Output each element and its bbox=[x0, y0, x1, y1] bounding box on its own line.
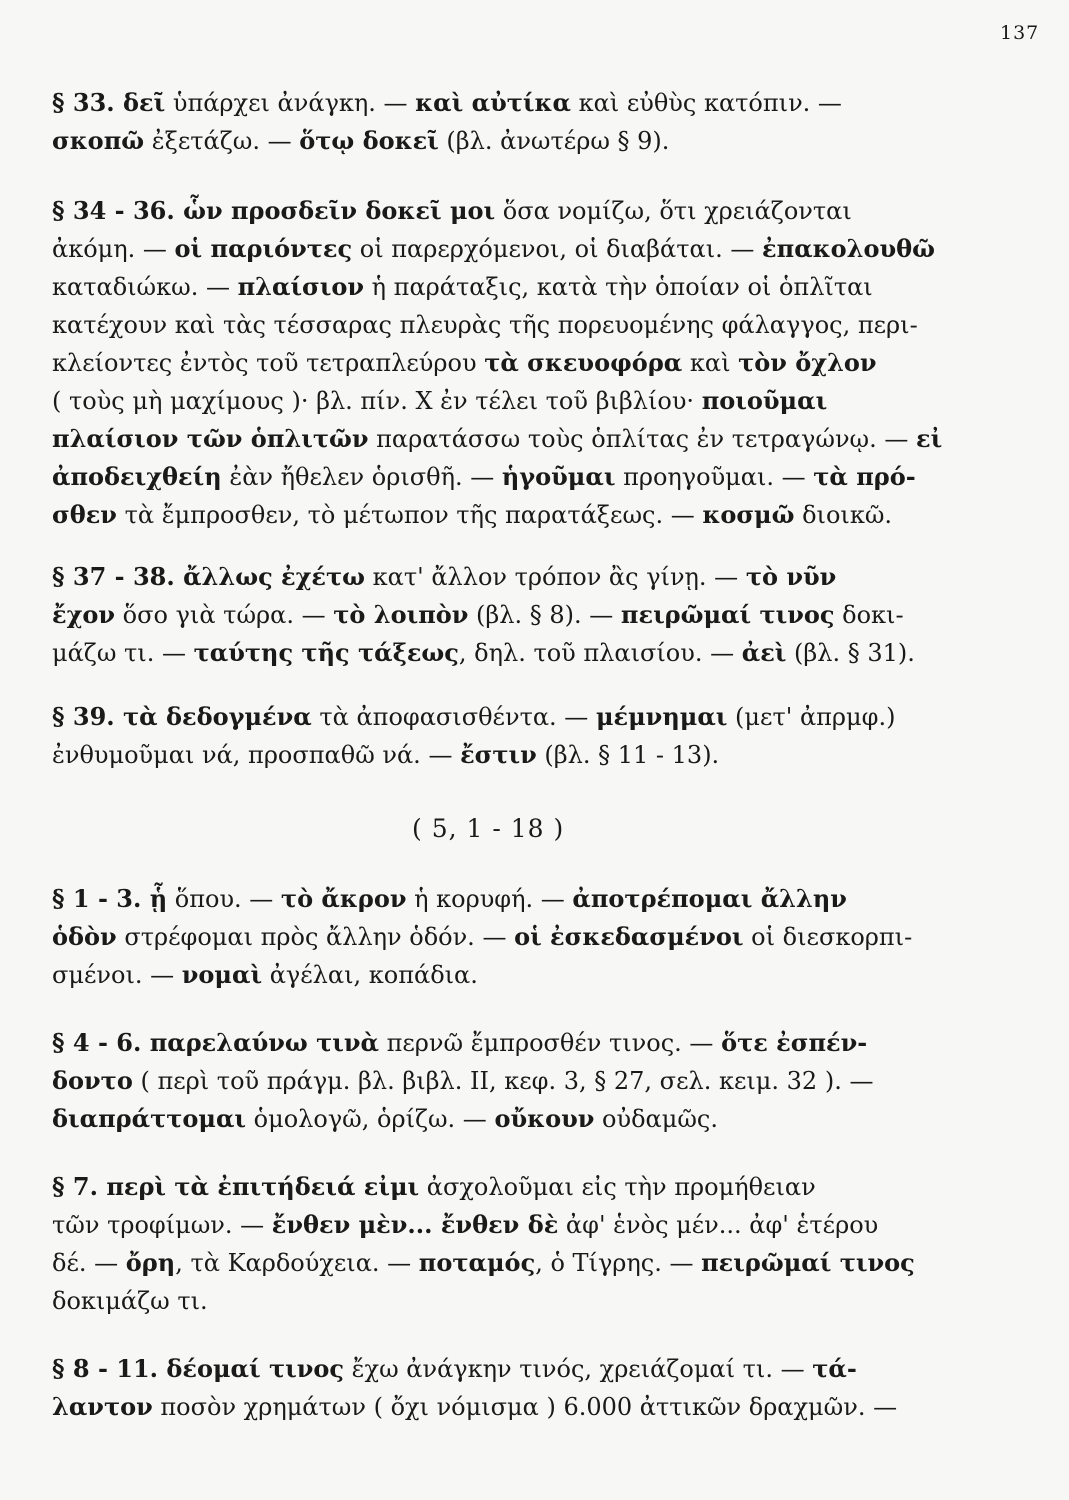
lemma-term: ὅτε ἐσπέν- bbox=[721, 1028, 868, 1057]
lemma-term: τὰ πρό- bbox=[813, 462, 916, 491]
lemma-term: ὅτῳ δοκεῖ bbox=[299, 126, 439, 155]
gloss-text: δέ. — bbox=[52, 1249, 126, 1277]
text-line bbox=[52, 420, 942, 458]
lemma-term: ὁδὸν bbox=[52, 922, 117, 951]
text-line bbox=[52, 596, 942, 634]
gloss-text: προηγοῦμαι. — bbox=[615, 463, 814, 491]
gloss-text: περνῶ ἔμπροσθέν τινος. — bbox=[378, 1029, 722, 1057]
lemma-term: σκοπῶ bbox=[52, 126, 145, 155]
lemma-term: ἔνθεν μὲν... ἔνθεν δὲ bbox=[271, 1210, 559, 1239]
text-line bbox=[52, 344, 942, 382]
lemma-term: ποταμός bbox=[418, 1248, 536, 1277]
text-line bbox=[52, 496, 942, 534]
gloss-text: ἐνθυμοῦμαι νά, προσπαθῶ νά. — bbox=[52, 741, 461, 769]
gloss-text: (βλ. § 8). — bbox=[468, 601, 621, 629]
gloss-text: ἀφ' ἑνὸς μέν... ἀφ' ἑτέρου bbox=[558, 1211, 879, 1239]
gloss-text: ὑπάρχει ἀνάγκη. — bbox=[165, 89, 416, 117]
lemma-term: § 37 - 38. ἄλλως ἐχέτω bbox=[52, 562, 365, 591]
lemma-term: § 33. δεῖ bbox=[52, 88, 166, 117]
lemma-term: σθεν bbox=[52, 500, 117, 529]
lemma-term: ταύτης τῆς τάξεως bbox=[193, 638, 459, 667]
gloss-text: , δηλ. τοῦ πλαισίου. — bbox=[458, 639, 742, 667]
lemma-term: λαντον bbox=[52, 1392, 153, 1421]
gloss-text: ἐὰν ἤθελεν ὁρισθῆ. — bbox=[221, 463, 502, 491]
gloss-text: καὶ εὐθὺς κατόπιν. — bbox=[570, 89, 842, 117]
lemma-term: § 8 - 11. δέομαί τινος bbox=[52, 1354, 345, 1383]
lemma-term: § 34 - 36. ὧν προσδεῖν δοκεῖ μοι bbox=[52, 196, 496, 225]
lemma-term: οἱ ἐσκεδασμένοι bbox=[514, 922, 744, 951]
gloss-text: ποσὸν χρημάτων ( ὄχι νόμισμα ) 6.000 ἀττικῶν δραχμῶν. — bbox=[152, 1393, 898, 1421]
lemma-term: ἐπακολουθῶ bbox=[762, 234, 936, 263]
lemma-term: ἀεὶ bbox=[741, 638, 787, 667]
gloss-text: δοκι- bbox=[834, 601, 904, 629]
lemma-term: πειρῶμαί τινος bbox=[620, 600, 835, 629]
gloss-text: κατέχουν καὶ τὰς τέσσαρας πλευρὰς τῆς πορευομένης φάλαγγος, περι- bbox=[52, 311, 918, 339]
lemma-term: κοσμῶ bbox=[702, 500, 795, 529]
gloss-text: διοικῶ. bbox=[794, 501, 893, 529]
paragraph-s4 bbox=[52, 1024, 942, 1138]
gloss-text: τὰ ἀποφασισθέντα. — bbox=[311, 703, 596, 731]
text-line bbox=[52, 558, 942, 596]
text-line bbox=[52, 1350, 942, 1388]
gloss-text: ἀκόμη. — bbox=[52, 235, 175, 263]
gloss-text: δοκιμάζω τι. bbox=[52, 1287, 208, 1315]
gloss-text: ἀσχολοῦμαι εἰς τὴν προμήθειαν bbox=[419, 1173, 816, 1201]
text-line bbox=[52, 268, 942, 306]
lemma-term: τὸν ὄχλον bbox=[738, 348, 877, 377]
lemma-term: ἡγοῦμαι bbox=[501, 462, 616, 491]
paragraph-s8 bbox=[52, 1350, 942, 1426]
lemma-term: § 4 - 6. παρελαύνω τινὰ bbox=[52, 1028, 379, 1057]
gloss-text: κλείοντες ἐντὸς τοῦ τετραπλεύρου bbox=[52, 349, 485, 377]
lemma-term: εἰ bbox=[916, 424, 943, 453]
gloss-text: παρατάσσω τοὺς ὁπλίτας ἐν τετραγώνῳ. — bbox=[368, 425, 917, 453]
lemma-term: ὄρη bbox=[125, 1248, 176, 1277]
text-line bbox=[52, 736, 942, 774]
gloss-text: ( τοὺς μὴ μαχίμους )· βλ. πίν. X ἐν τέλει τοῦ βιβλίου· bbox=[52, 387, 702, 415]
text-line bbox=[52, 1024, 942, 1062]
gloss-text: τῶν τροφίμων. — bbox=[52, 1211, 272, 1239]
lemma-term: τά- bbox=[812, 1354, 857, 1383]
gloss-text: σμένοι. — bbox=[52, 961, 182, 989]
gloss-text: ὅσα νομίζω, ὅτι χρειάζονται bbox=[495, 197, 852, 225]
text-line bbox=[52, 122, 942, 160]
gloss-text: ἐξετάζω. — bbox=[144, 127, 300, 155]
text-line bbox=[52, 84, 942, 122]
gloss-text: (βλ. ἀνωτέρω § 9). bbox=[438, 127, 670, 155]
gloss-text: μάζω τι. — bbox=[52, 639, 194, 667]
lemma-term: τὸ λοιπὸν bbox=[333, 600, 469, 629]
lemma-term: νομαὶ bbox=[181, 960, 263, 989]
paragraph-s34 bbox=[52, 192, 942, 534]
lemma-term: ποιοῦμαι bbox=[701, 386, 828, 415]
lemma-term: ἔστιν bbox=[460, 740, 537, 769]
text-line bbox=[52, 1244, 942, 1282]
gloss-text: (μετ' ἀπρμφ.) bbox=[727, 703, 896, 731]
lemma-term: οὔκουν bbox=[494, 1104, 595, 1133]
lemma-term: πλαίσιον bbox=[237, 272, 365, 301]
text-line bbox=[52, 880, 942, 918]
lemma-term: καὶ αὐτίκα bbox=[415, 88, 571, 117]
gloss-text: , ὁ Τίγρης. — bbox=[535, 1249, 702, 1277]
paragraph-s1 bbox=[52, 880, 942, 994]
lemma-term: δοντο bbox=[52, 1066, 133, 1095]
gloss-text: καὶ bbox=[682, 349, 739, 377]
lemma-term: ἀποτρέπομαι ἄλλην bbox=[572, 884, 847, 913]
gloss-text: (βλ. § 11 - 13). bbox=[536, 741, 720, 769]
gloss-text: ἔχω ἀνάγκην τινός, χρειάζομαί τι. — bbox=[344, 1355, 813, 1383]
lemma-term: διαπράττομαι bbox=[52, 1104, 247, 1133]
paragraph-s39 bbox=[52, 698, 942, 774]
lemma-term: τὰ σκευοφόρα bbox=[484, 348, 683, 377]
gloss-text: ( περὶ τοῦ πράγμ. βλ. βιβλ. II, κεφ. 3, § 27, σελ. κειμ. 32 ). — bbox=[132, 1067, 874, 1095]
text-line bbox=[52, 458, 942, 496]
page-number: 137 bbox=[1000, 22, 1040, 44]
text-line bbox=[52, 192, 942, 230]
text-line bbox=[52, 1168, 942, 1206]
lemma-term: ἔχον bbox=[52, 600, 116, 629]
text-line bbox=[52, 382, 942, 420]
lemma-term: ἀποδειχθείη bbox=[52, 462, 222, 491]
text-line bbox=[52, 634, 942, 672]
lemma-term: § 7. περὶ τὰ ἐπιτήδειά εἰμι bbox=[52, 1172, 420, 1201]
gloss-text: ἀγέλαι, κοπάδια. bbox=[262, 961, 478, 989]
gloss-text: τὰ ἔμπροσθεν, τὸ μέτωπον τῆς παρατάξεως. — bbox=[116, 501, 703, 529]
lemma-term: μέμνημαι bbox=[595, 702, 728, 731]
text-line bbox=[52, 918, 942, 956]
text-line bbox=[52, 698, 942, 736]
lemma-term: οἱ παριόντες bbox=[174, 234, 353, 263]
lemma-term: § 1 - 3. ᾗ bbox=[52, 884, 168, 913]
gloss-text: , τὰ Καρδούχεια. — bbox=[175, 1249, 419, 1277]
text-line bbox=[52, 306, 942, 344]
paragraph-s7 bbox=[52, 1168, 942, 1320]
chapter-heading: ( 5, 1 - 18 ) bbox=[412, 814, 565, 843]
gloss-text: οἱ παρερχόμενοι, οἱ διαβάται. — bbox=[352, 235, 763, 263]
text-line bbox=[52, 1388, 942, 1426]
paragraph-s33 bbox=[52, 84, 942, 160]
lemma-term: πειρῶμαί τινος bbox=[701, 1248, 915, 1277]
gloss-text: οὐδαμῶς. bbox=[594, 1105, 718, 1133]
text-line bbox=[52, 956, 942, 994]
text-line bbox=[52, 1206, 942, 1244]
gloss-text: καταδιώκω. — bbox=[52, 273, 238, 301]
text-line bbox=[52, 230, 942, 268]
gloss-text: (βλ. § 31). bbox=[786, 639, 915, 667]
paragraph-s37 bbox=[52, 558, 942, 672]
text-line bbox=[52, 1062, 942, 1100]
gloss-text: οἱ διεσκορπι- bbox=[743, 923, 913, 951]
gloss-text: ὁμολογῶ, ὁρίζω. — bbox=[246, 1105, 495, 1133]
gloss-text: ἡ παράταξις, κατὰ τὴν ὁποίαν οἱ ὁπλῖται bbox=[364, 273, 873, 301]
lemma-term: τὸ ἄκρον bbox=[280, 884, 407, 913]
gloss-text: ὅπου. — bbox=[167, 885, 281, 913]
gloss-text: κατ' ἄλλον τρόπον ἂς γίνῃ. — bbox=[365, 563, 746, 591]
gloss-text: στρέφομαι πρὸς ἄλλην ὁδόν. — bbox=[116, 923, 515, 951]
gloss-text: ὅσο γιὰ τώρα. — bbox=[115, 601, 334, 629]
text-line bbox=[52, 1100, 942, 1138]
text-line bbox=[52, 1282, 942, 1320]
lemma-term: τὸ νῦν bbox=[745, 562, 837, 591]
lemma-term: § 39. τὰ δεδογμένα bbox=[52, 702, 312, 731]
lemma-term: πλαίσιον τῶν ὁπλιτῶν bbox=[52, 424, 369, 453]
gloss-text: ἡ κορυφή. — bbox=[406, 885, 573, 913]
